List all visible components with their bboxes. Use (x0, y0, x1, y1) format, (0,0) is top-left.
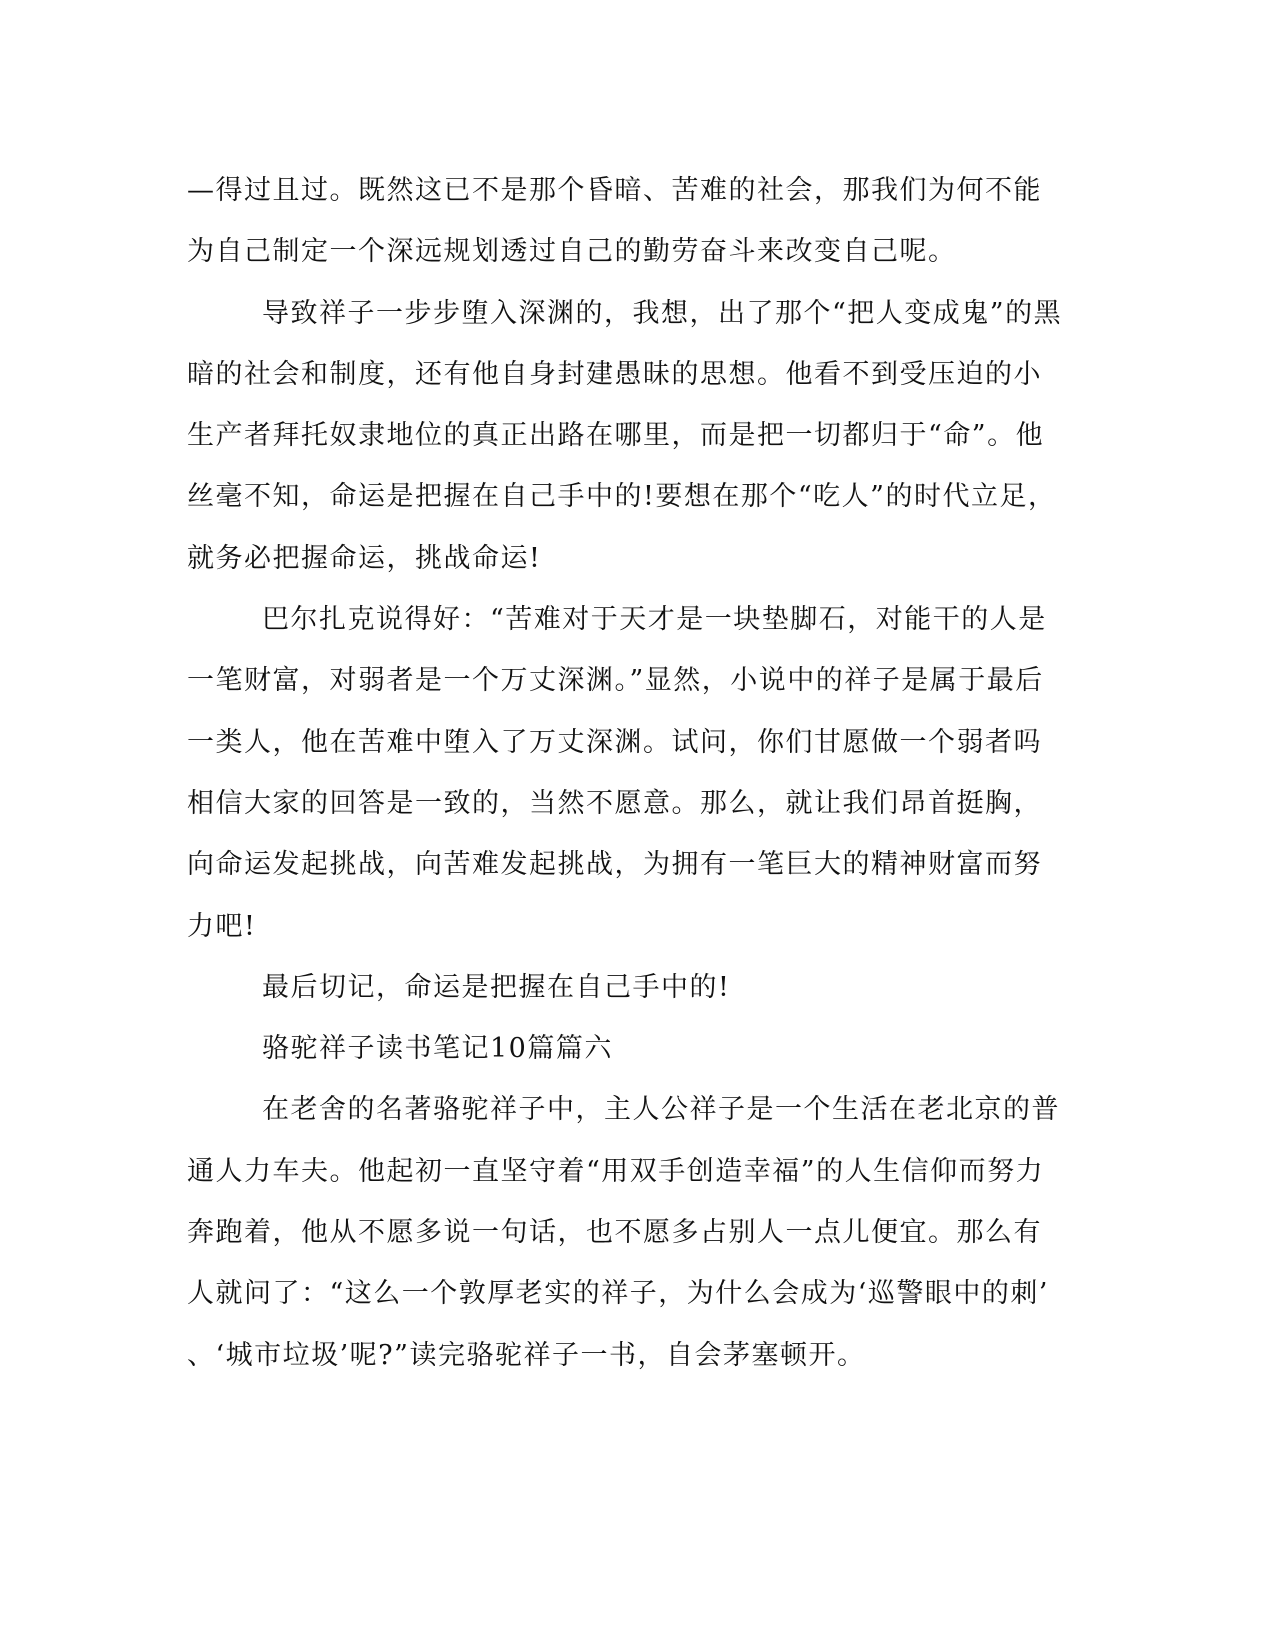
document-body (187, 160, 1087, 1386)
text-line: 一类人，他在苦难中堕入了万丈深渊。试问，你们甘愿做一个弱者吗 (187, 726, 1042, 758)
text-line: 通人力车夫。他起初一直坚守着“用双手创造幸福”的人生信仰而努力 (187, 1155, 1045, 1187)
text-line: 为自己制定一个深远规划透过自己的勤劳奋斗来改变自己呢。 (187, 236, 957, 268)
text-line: 丝毫不知，命运是把握在自己手中的!要想在那个“吃人”的时代立足， (187, 481, 1057, 513)
text-line: 生产者拜托奴隶地位的真正出路在哪里，而是把一切都归于“命”。他 (187, 420, 1045, 452)
text-line: —得过且过。既然这已不是那个昏暗、苦难的社会，那我们为何不能 (187, 175, 1042, 206)
text-line: 力吧! (187, 910, 257, 942)
text-line: 相信大家的回答是一致的，当然不愿意。那么，就让我们昂首挺胸， (187, 787, 1042, 819)
paragraph-start-line: 巴尔扎克说得好：“苦难对于天才是一块垫脚石，对能干的人是 (262, 604, 1047, 636)
text-line: 暗的社会和制度，还有他自身封建愚昧的思想。他看不到受压迫的小 (187, 358, 1042, 390)
text-line: 奔跑着，他从不愿多说一句话，也不愿多占别人一点儿便宜。那么有 (187, 1217, 1042, 1249)
text-line: 就务必把握命运，挑战命运! (187, 542, 542, 574)
paragraph-start-line: 在老舍的名著骆驼祥子中，主人公祥子是一个生活在老北京的普 (262, 1094, 1060, 1126)
text-line: 人就问了：“这么一个敦厚老实的祥子，为什么会成为‘巡警眼中的刺’ (187, 1278, 1049, 1310)
section-heading: 骆驼祥子读书笔记10篇篇六 (262, 1033, 613, 1065)
paragraph-start-line: 导致祥子一步步堕入深渊的，我想，出了那个“把人变成鬼”的黑 (262, 297, 1063, 329)
text-line: 一笔财富，对弱者是一个万丈深渊。”显然，小说中的祥子是属于最后 (187, 665, 1044, 697)
paragraph-start-line: 最后切记，命运是把握在自己手中的! (262, 971, 731, 1003)
text-line: 向命运发起挑战，向苦难发起挑战，为拥有一笔巨大的精神财富而努 (187, 849, 1042, 881)
text-line: 、‘城市垃圾’呢?”读完骆驼祥子一书，自会茅塞顿开。 (187, 1339, 866, 1371)
